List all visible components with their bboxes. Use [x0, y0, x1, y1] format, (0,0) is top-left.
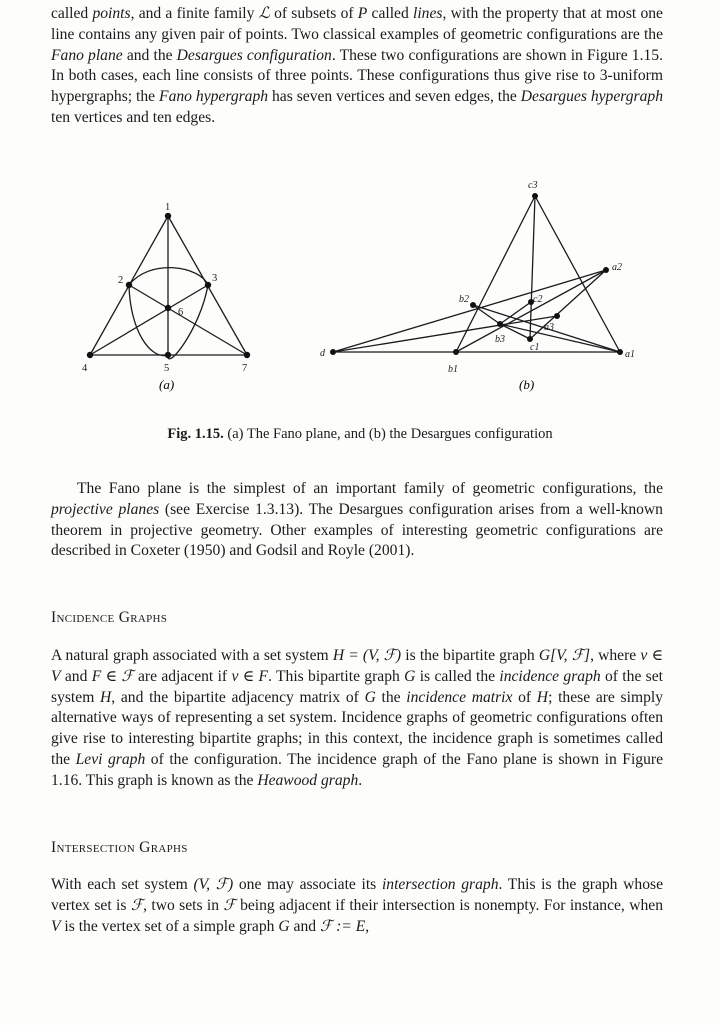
- text-run: With each set system: [51, 876, 194, 893]
- text-run: , with the property that at most one line contains any given pair of points. Two classical examples of geometric configurations are the: [51, 5, 663, 43]
- figure-caption-number: Fig. 1.15.: [167, 426, 224, 442]
- text-run: (see Exercise 1.3.13). The Desargues configuration arises from a well-known theorem in projective geometry. Other examples of interesting geometric configurations are described in Coxeter (1950) and Godsil and Royle (2001).: [51, 500, 663, 560]
- text-run: has seven vertices and seven edges, the: [268, 88, 521, 106]
- text-run: Desargues hypergraph: [520, 88, 663, 106]
- text-run: are adjacent if: [133, 667, 232, 685]
- fano-label-4: 4: [82, 363, 88, 374]
- des-label-a3: a3: [544, 322, 554, 333]
- text-run: ; these are simply alternative ways of representing a set system. Incidence graphs of geometric configurations often give rise to interesting bipartite graphs; in this context, the incidence graph is sometimes called the: [51, 688, 663, 768]
- des-point-a3: [554, 313, 560, 319]
- text-run: incidence matrix: [406, 688, 513, 706]
- des-label-b2: b2: [459, 294, 469, 305]
- des-line-b2-b3: [473, 305, 500, 324]
- text-run: v ∈ V: [51, 647, 663, 685]
- fano-point-7: [244, 352, 250, 358]
- des-point-a1: [617, 349, 623, 355]
- fano-point-4: [87, 352, 93, 358]
- text-run: called: [51, 5, 93, 22]
- figure-caption: [0, 426, 720, 443]
- text-run: H = (V, ℱ): [332, 647, 402, 664]
- text-run: incidence graph: [499, 667, 601, 685]
- text-run: . This is the graph whose vertex set is: [51, 876, 664, 914]
- fano-point-5: [165, 352, 171, 358]
- text-run: P: [357, 5, 368, 22]
- text-run: is the bipartite graph: [401, 647, 539, 664]
- text-run: Levi graph: [75, 750, 146, 768]
- text-run: ten vertices and ten edges.: [51, 108, 216, 126]
- des-point-c3: [532, 193, 538, 199]
- des-label-c2: c2: [533, 294, 543, 305]
- text-run: , two sets in: [143, 896, 224, 914]
- text-run: and the: [122, 46, 177, 64]
- text-run: is the vertex set of a simple graph: [60, 917, 279, 935]
- text-run: and: [60, 667, 92, 685]
- fano-point-3: [205, 282, 211, 288]
- fano-label-3: 3: [212, 273, 218, 284]
- fano-label-7: 7: [242, 363, 248, 374]
- text-run: Fano hypergraph: [159, 88, 269, 106]
- des-line-b3-a1: [500, 324, 620, 352]
- fano-line-4-3: [90, 285, 208, 355]
- text-run: Desargues configuration: [176, 46, 332, 64]
- des-label-b1: b1: [448, 364, 458, 375]
- text-run: H: [100, 688, 112, 706]
- text-run: Heawood graph: [257, 771, 359, 789]
- text-run: G: [364, 688, 376, 706]
- des-line-c3-b1: [456, 196, 535, 352]
- text-run: intersection graph: [381, 876, 499, 893]
- paragraph-incidence-graphs: [51, 646, 663, 792]
- text-run: (V, ℱ): [193, 876, 234, 893]
- text-run: ℱ: [223, 896, 236, 914]
- fano-label-2: 2: [118, 275, 124, 286]
- figure-1-15: [0, 0, 720, 420]
- text-run: A natural graph associated with a set system: [51, 647, 333, 664]
- des-point-d: [330, 349, 336, 355]
- text-run: G: [278, 917, 290, 935]
- text-run: one may associate its: [233, 876, 382, 893]
- text-run: F ∈ ℱ: [91, 667, 134, 685]
- fano-label-6: 6: [178, 307, 184, 318]
- desargues-diagram: [333, 196, 620, 352]
- text-run: is called the: [415, 667, 500, 685]
- paragraph-fano-description: [51, 479, 663, 562]
- fano-label-1: 1: [165, 202, 171, 213]
- text-run: ℱ: [130, 896, 144, 914]
- text-run: projective planes: [51, 500, 160, 518]
- desargues-sublabel: (b): [519, 377, 535, 392]
- fano-plane-diagram: [90, 216, 247, 359]
- text-run: ℱ := E: [319, 917, 366, 935]
- des-point-b1: [453, 349, 459, 355]
- text-run: of the set system: [51, 667, 664, 706]
- des-point-b2: [470, 302, 476, 308]
- fano-sublabel: (a): [159, 377, 175, 392]
- text-run: , and a finite family: [130, 5, 259, 22]
- text-run: lines: [413, 5, 443, 22]
- text-run: being adjacent if their intersection is nonempty. For instance, when: [235, 896, 663, 914]
- fano-point-6: [165, 305, 171, 311]
- text-run: . These two configurations are shown in Figure 1.15. In both cases, each line consists of three points. These configurations thus give rise to 3-uniform hypergraphs; the: [51, 46, 663, 106]
- text-run: points: [92, 5, 131, 22]
- text-run: and: [289, 917, 320, 935]
- text-run: , where: [590, 647, 641, 664]
- figure-caption-text: (a) The Fano plane, and (b) the Desargues configuration: [223, 426, 553, 442]
- text-run: V: [51, 917, 61, 935]
- des-label-d: d: [320, 348, 325, 359]
- text-run: the: [375, 688, 407, 706]
- des-point-a2: [603, 267, 609, 273]
- paragraph-intersection-graphs: [51, 875, 663, 937]
- fano-point-2: [126, 282, 132, 288]
- text-run: Fano plane: [51, 46, 123, 64]
- text-run: ℒ: [258, 5, 270, 22]
- text-run: H: [536, 688, 549, 706]
- text-run: of subsets of: [269, 5, 358, 22]
- text-run: . This bipartite graph: [268, 667, 405, 685]
- text-run: .: [358, 771, 363, 789]
- des-label-c3: c3: [528, 180, 538, 191]
- fano-point-1: [165, 213, 171, 219]
- des-label-c1: c1: [530, 342, 540, 353]
- text-run: v ∈ F: [231, 667, 269, 685]
- fano-label-5: 5: [164, 363, 170, 374]
- des-label-b3: b3: [495, 334, 505, 345]
- text-run: G: [404, 667, 416, 685]
- des-line-c3-c1: [530, 196, 535, 339]
- text-run: ,: [365, 917, 370, 935]
- des-label-a2: a2: [612, 262, 622, 273]
- text-run: of: [512, 688, 537, 706]
- text-run: called: [367, 5, 413, 22]
- desargues-points: [330, 193, 623, 355]
- text-run: of the configuration. The incidence graph of the Fano plane is shown in Figure 1.16. This graph is known as the: [51, 750, 663, 789]
- text-run: The Fano plane is the simplest of an important family of geometric configurations, the: [77, 480, 663, 497]
- heading-incidence-graphs: Incidence Graphs: [51, 609, 168, 626]
- des-label-a1: a1: [625, 349, 635, 360]
- text-run: , and the bipartite adjacency matrix of: [111, 688, 365, 706]
- text-run: G[V, ℱ]: [538, 647, 591, 664]
- des-point-b3: [497, 321, 503, 327]
- heading-intersection-graphs: Intersection Graphs: [51, 839, 188, 856]
